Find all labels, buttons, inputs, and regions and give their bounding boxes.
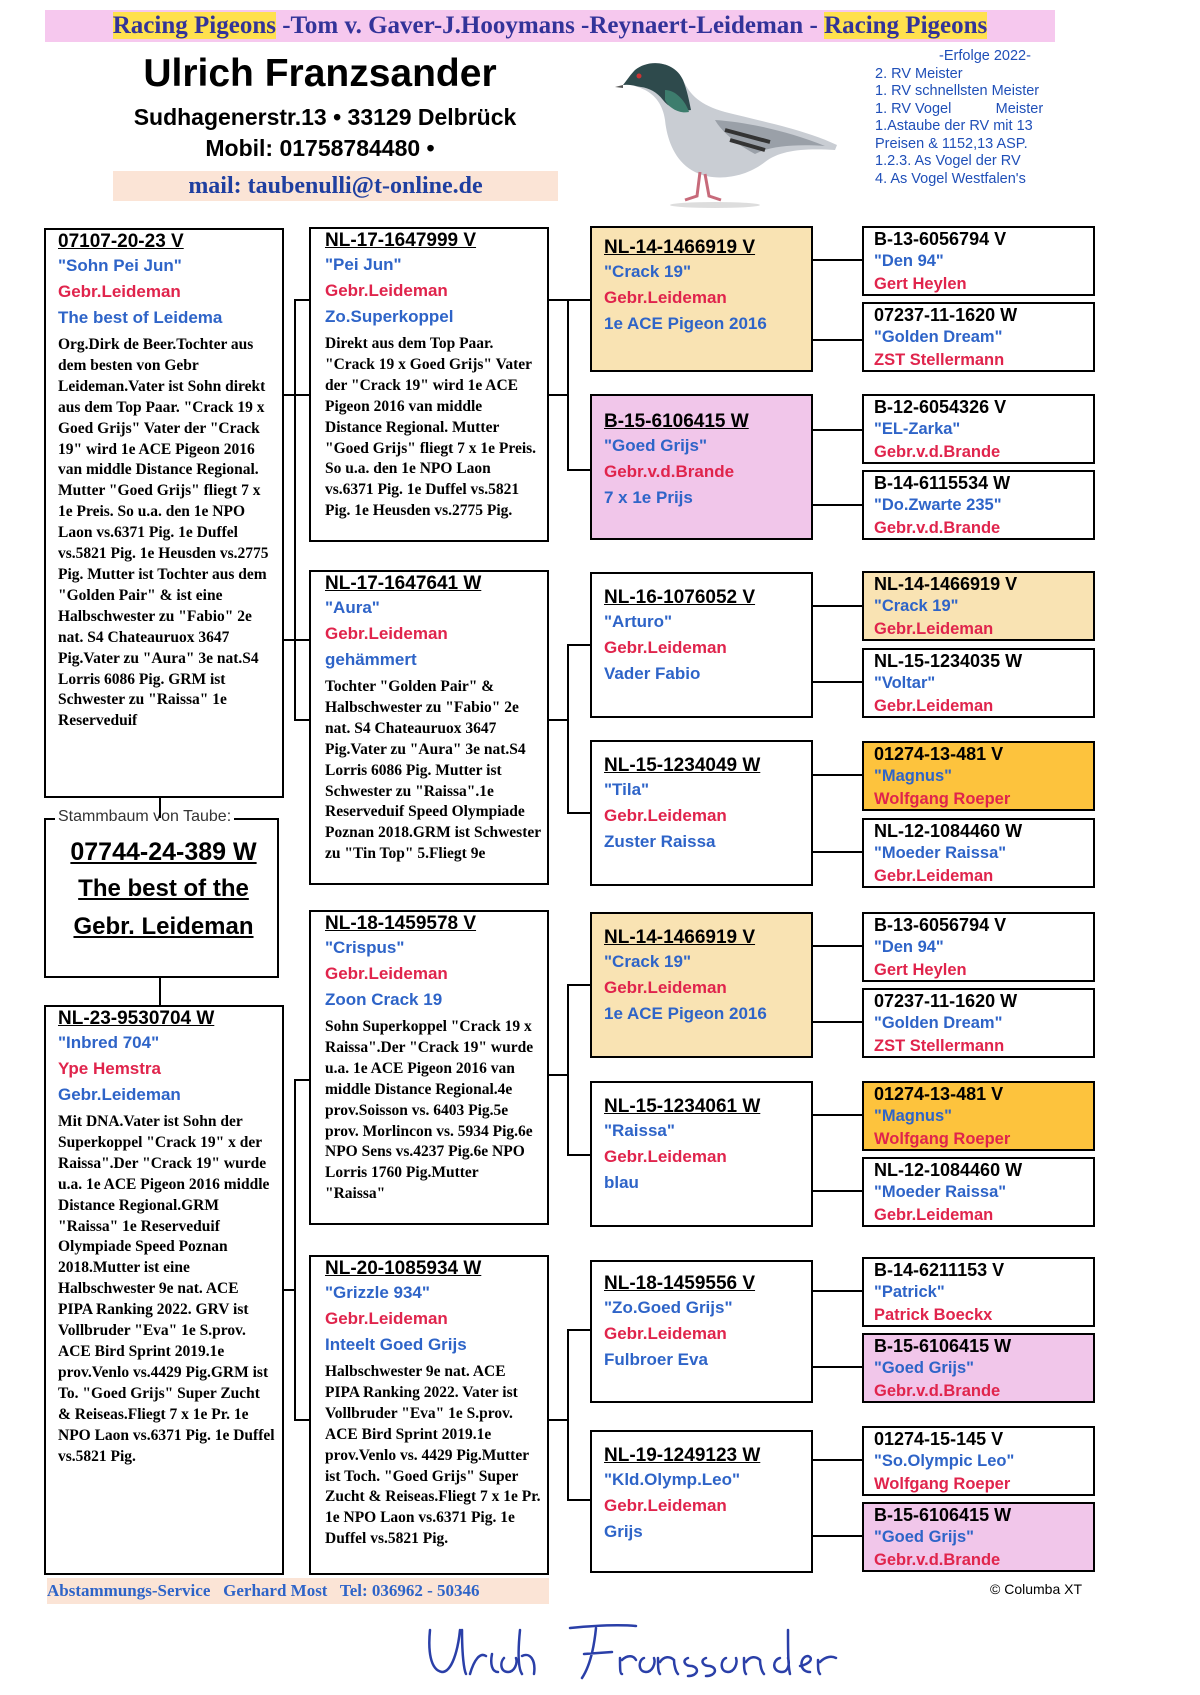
g4-ring: B-13-6056794 V bbox=[874, 229, 1007, 249]
erfolge-line: 2. RV Meister bbox=[875, 65, 963, 82]
gp-note: Zoon Crack 19 bbox=[325, 990, 443, 1009]
g4-ring: 01274-13-481 V bbox=[874, 744, 1004, 764]
g4-breeder: Gebr.v.d.Brande bbox=[874, 1382, 1001, 1400]
ggp-note: Fulbroer Eva bbox=[604, 1350, 708, 1369]
ggp-ring: NL-19-1249123 W bbox=[604, 1445, 761, 1466]
dam-ring: NL-23-9530704 W bbox=[58, 1008, 215, 1029]
ggp-name: "Tila" bbox=[604, 780, 650, 799]
ggp-ring: NL-14-1466919 V bbox=[604, 237, 756, 258]
gp-breeder: Gebr.Leideman bbox=[325, 281, 448, 300]
g4-name: "Voltar" bbox=[874, 674, 936, 692]
erfolge-line: 4. As Vogel Westfalen's bbox=[875, 170, 1026, 187]
sire-breeder: Gebr.Leideman bbox=[58, 282, 181, 301]
g4-name: "Do.Zwarte 235" bbox=[874, 496, 1002, 514]
connector bbox=[813, 430, 862, 505]
g4-breeder: Gebr.v.d.Brande bbox=[874, 519, 1001, 537]
connector bbox=[813, 1460, 862, 1536]
gp-note: Inteelt Goed Grijs bbox=[325, 1335, 467, 1354]
banner-left: Racing Pigeons bbox=[112, 12, 276, 39]
erfolge-line: Preisen & 1152,13 ASP. bbox=[875, 135, 1028, 152]
g4-breeder: Patrick Boeckx bbox=[874, 1306, 993, 1324]
ggp-breeder: Gebr.Leideman bbox=[604, 978, 727, 997]
g4-breeder: Gebr.v.d.Brande bbox=[874, 1551, 1001, 1569]
sire-ring: 07107-20-23 V bbox=[58, 231, 184, 252]
ggp-breeder: Gebr.Leideman bbox=[604, 638, 727, 657]
g4-ring: B-15-6106415 W bbox=[874, 1336, 1012, 1356]
g4-ring: 07237-11-1620 W bbox=[874, 305, 1018, 325]
subject-legend: Stammbaum von Taube: bbox=[55, 808, 234, 826]
ggp-name: "Kld.Olymp.Leo" bbox=[604, 1470, 741, 1489]
connector bbox=[284, 1080, 309, 1420]
g4-name: "Patrick" bbox=[874, 1283, 945, 1301]
subject-ring: 07744-24-389 W bbox=[70, 838, 257, 866]
ggp-ring: NL-15-1234061 W bbox=[604, 1096, 761, 1117]
erfolge-title: -Erfolge 2022- bbox=[939, 48, 1031, 64]
g4-ring: NL-14-1466919 V bbox=[874, 574, 1018, 594]
g4-breeder: ZST Stellermann bbox=[874, 1037, 1005, 1055]
subject-line1: The best of the bbox=[78, 875, 249, 902]
g4-ring: 01274-15-145 V bbox=[874, 1429, 1004, 1449]
gp-name: "Grizzle 934" bbox=[325, 1283, 430, 1302]
g4-ring: NL-12-1084460 W bbox=[874, 1160, 1023, 1180]
connector bbox=[549, 300, 590, 470]
dam-breeder: Ype Hemstra bbox=[58, 1059, 161, 1078]
ggp-ring: NL-15-1234049 W bbox=[604, 755, 761, 776]
gp-name: "Aura" bbox=[325, 598, 380, 617]
g4-name: "Den 94" bbox=[874, 938, 944, 956]
ggp-note: 1e ACE Pigeon 2016 bbox=[604, 314, 767, 333]
gp-description: Halbschwester 9e nat. ACE PIPA Ranking 2022. Vater ist Vollbruder "Eva" 1e S.prov. ACE Bird Sprint 2019.1e prov.Venlo vs. 4429 Pig.Mutter ist Toch. "Goed Grijs" Super Zucht & Reiseas.Fliegt 7 x 1e Pr. 1e NPO Laon vs.6371 Pig. 1e Duffel vs.5821 Pig. bbox=[325, 1363, 541, 1548]
subject-line2: Gebr. Leideman bbox=[73, 913, 254, 940]
sire-description: Org.Dirk de Beer.Tochter aus dem besten von Gebr Leideman.Vater ist Sohn direkt aus dem Top Paar. "Crack 19 x Goed Grijs" Vater der "Crack 19" wird 1e ACE Pigeon 2016 van middle Distance Regional. Mutter "Goed Grijs" fliegt 7 x 1e Preis. So u.a. den 1e NPO Laon vs.6371 Pig. 1e Duffel vs.5821 Pig. 1e Heusden vs.2775 Pig. Mutter ist Tochter aus dem "Golden Pair" & ist eine Halbschwester zu "Fabio" 2e nat. S4 Chateauruox 3647 Pig.Vater zu "Aura" 3e nat.S4 Lorris 6086 Pig. GRM ist Schwester zu "Raissa" 1e Reserveduif bbox=[58, 336, 269, 730]
ggp-name: "Raissa" bbox=[604, 1121, 675, 1140]
g4-ring: NL-12-1084460 W bbox=[874, 821, 1023, 841]
g4-name: "Den 94" bbox=[874, 252, 944, 270]
connector bbox=[813, 1115, 862, 1191]
signature-image bbox=[400, 1600, 860, 1695]
gp-ring: NL-17-1647641 W bbox=[325, 573, 482, 594]
ggp-note: Zuster Raissa bbox=[604, 832, 716, 851]
dam-name: "Inbred 704" bbox=[58, 1033, 160, 1052]
g4-breeder: Wolfgang Roeper bbox=[874, 1475, 1011, 1493]
connector bbox=[813, 606, 862, 682]
gp-ring: NL-17-1647999 V bbox=[325, 230, 477, 251]
breeder-mail: mail: taubenulli@t-online.de bbox=[113, 171, 558, 201]
g4-ring: 07237-11-1620 W bbox=[874, 991, 1018, 1011]
ggp-name: "Goed Grijs" bbox=[604, 436, 708, 455]
connector bbox=[813, 775, 862, 852]
gp-description: Direkt aus dem Top Paar. "Crack 19 x Goed Grijs" Vater der "Crack 19" wird 1e ACE Pigeon 2016 van middle Distance Regional. Mutter "Goed Grijs" fliegt 7 x 1e Preis. So u.a. den 1e NPO Laon vs.6371 Pig. 1e Duffel vs.5821 Pig. 1e Heusden vs.2775 Pig. bbox=[325, 335, 537, 520]
ggp-note: Grijs bbox=[604, 1522, 643, 1541]
connector bbox=[813, 260, 862, 340]
breeder-name: Ulrich Franzsander bbox=[143, 52, 497, 95]
ggp-breeder: Gebr.Leideman bbox=[604, 1496, 727, 1515]
g4-breeder: Gebr.Leideman bbox=[874, 1206, 994, 1224]
ggp-name: "Crack 19" bbox=[604, 952, 692, 971]
ggp-note: Vader Fabio bbox=[604, 664, 701, 683]
gp-note: Zo.Superkoppel bbox=[325, 307, 454, 326]
sire-note: The best of Leidema bbox=[58, 308, 223, 327]
footer-service: Abstammungs-Service Gerhard Most Tel: 036962 - 50346 bbox=[47, 1578, 549, 1604]
g4-ring: B-12-6054326 V bbox=[874, 397, 1007, 417]
gp-breeder: Gebr.Leideman bbox=[325, 964, 448, 983]
g4-ring: NL-15-1234035 W bbox=[874, 651, 1023, 671]
gp-ring: NL-20-1085934 W bbox=[325, 1258, 482, 1279]
g4-ring: B-14-6115534 W bbox=[874, 473, 1011, 493]
ggp-ring: B-15-6106415 W bbox=[604, 411, 749, 432]
gp-breeder: Gebr.Leideman bbox=[325, 1309, 448, 1328]
erfolge-line: 1.Astaube der RV mit 13 bbox=[875, 118, 1033, 134]
erfolge-line: 1. RV Vogel Meister bbox=[875, 100, 1044, 117]
ggp-note: 1e ACE Pigeon 2016 bbox=[604, 1004, 767, 1023]
g4-name: "Magnus" bbox=[874, 767, 952, 785]
sire-name: "Sohn Pei Jun" bbox=[58, 256, 182, 275]
banner-middle: -Tom v. Gaver-J.Hooymans -Reynaert-Leideman - bbox=[275, 12, 825, 39]
g4-name: "Magnus" bbox=[874, 1107, 952, 1125]
g4-breeder: ZST Stellermann bbox=[874, 351, 1005, 369]
ggp-name: "Arturo" bbox=[604, 612, 673, 631]
g4-breeder: Gebr.v.d.Brande bbox=[874, 443, 1001, 461]
ggp-note: blau bbox=[604, 1173, 639, 1192]
g4-name: "EL-Zarka" bbox=[874, 420, 961, 438]
g4-breeder: Gebr.Leideman bbox=[874, 620, 994, 638]
ggp-ring: NL-18-1459556 V bbox=[604, 1273, 756, 1294]
gp-description: Tochter "Golden Pair" & Halbschwester zu "Fabio" 2e nat. S4 Chateauruox 3647 Pig.Vater zu "Aura" 3e nat.S4 Lorris 6086 Pig. Mutter ist Schwester zu "Raissa".1e Reserveduif Speed Olympiade Poznan 2018.GRM ist Schwester zu "Tin Top" 5.Fliegt 9e bbox=[325, 678, 541, 863]
g4-breeder: Gert Heylen bbox=[874, 961, 967, 979]
banner-right: Racing Pigeons bbox=[824, 12, 988, 39]
g4-ring: B-15-6106415 W bbox=[874, 1505, 1012, 1525]
g4-ring: 01274-13-481 V bbox=[874, 1084, 1004, 1104]
g4-name: "Moeder Raissa" bbox=[874, 844, 1007, 862]
ggp-ring: NL-16-1076052 V bbox=[604, 587, 756, 608]
gp-description: Sohn Superkoppel "Crack 19 x Raissa".Der "Crack 19" wurde u.a. 1e ACE Pigeon 2016 van middle Distance Regional.4e prov.Soisson vs. 6403 Pig.5e prov. Morlincon vs. 5934 Pig.6e NPO Sens vs.4237 Pig.6e NPO Lorris 1760 Pig.Mutter "Raissa" bbox=[325, 1018, 534, 1203]
g4-name: "Goed Grijs" bbox=[874, 1359, 974, 1377]
ggp-breeder: Gebr.Leideman bbox=[604, 806, 727, 825]
g4-breeder: Gert Heylen bbox=[874, 275, 967, 293]
erfolge-line: 1. RV schnellsten Meister bbox=[875, 83, 1040, 99]
g4-ring: B-14-6211153 V bbox=[874, 1260, 1005, 1280]
breeder-address: Sudhagenerstr.13 • 33129 Delbrück bbox=[133, 104, 517, 130]
breeder-phone: Mobil: 01758784480 • bbox=[205, 135, 435, 161]
g4-name: "Moeder Raissa" bbox=[874, 1183, 1007, 1201]
gp-breeder: Gebr.Leideman bbox=[325, 624, 448, 643]
erfolge-line: 1.2.3. As Vogel der RV bbox=[875, 153, 1021, 169]
connector bbox=[549, 985, 590, 1155]
connector bbox=[284, 300, 309, 720]
ggp-note: 7 x 1e Prijs bbox=[604, 488, 693, 507]
gp-ring: NL-18-1459578 V bbox=[325, 913, 477, 934]
g4-name: "Crack 19" bbox=[874, 597, 959, 615]
ggp-breeder: Gebr.Leideman bbox=[604, 1147, 727, 1166]
ggp-name: "Zo.Goed Grijs" bbox=[604, 1298, 733, 1317]
dam-note: Gebr.Leideman bbox=[58, 1085, 181, 1104]
ggp-ring: NL-14-1466919 V bbox=[604, 927, 756, 948]
ggp-breeder: Gebr.v.d.Brande bbox=[604, 462, 735, 481]
ggp-breeder: Gebr.Leideman bbox=[604, 288, 727, 307]
g4-name: "Goed Grijs" bbox=[874, 1528, 974, 1546]
ggp-breeder: Gebr.Leideman bbox=[604, 1324, 727, 1343]
g4-name: "Golden Dream" bbox=[874, 328, 1003, 346]
g4-name: "Golden Dream" bbox=[874, 1014, 1003, 1032]
gp-note: gehämmert bbox=[325, 650, 417, 669]
connector bbox=[813, 1291, 862, 1367]
ggp-name: "Crack 19" bbox=[604, 262, 692, 281]
connector bbox=[549, 1330, 590, 1500]
gp-name: "Crispus" bbox=[325, 938, 405, 957]
connector bbox=[549, 645, 590, 813]
g4-breeder: Wolfgang Roeper bbox=[874, 1130, 1011, 1148]
g4-name: "So.Olympic Leo" bbox=[874, 1452, 1015, 1470]
g4-breeder: Gebr.Leideman bbox=[874, 867, 994, 885]
g4-breeder: Wolfgang Roeper bbox=[874, 790, 1011, 808]
footer-copyright: © Columba XT bbox=[990, 1581, 1083, 1597]
g4-ring: B-13-6056794 V bbox=[874, 915, 1007, 935]
gp-name: "Pei Jun" bbox=[325, 255, 402, 274]
g4-breeder: Gebr.Leideman bbox=[874, 697, 994, 715]
dam-description: Mit DNA.Vater ist Sohn der Superkoppel "Crack 19" x der Raissa".Der "Crack 19" wurde u.a. 1e ACE Pigeon 2016 middle Distance Regional.GRM "Raissa" 1e Reserveduif Olympiade Speed Poznan 2018.Mutter ist eine Halbschwester 9e nat. ACE PIPA Ranking 2022. GRV ist Vollbruder "Eva" 1e S.prov. ACE Bird Sprint 2019.1e prov.Venlo vs.4429 Pig.GRM ist To. "Goed Grijs" Super Zucht & Reiseas.Fliegt 7 x 1e Pr. 1e NPO Laon vs.6371 Pig. 1e Duffel vs.5821 Pig. bbox=[58, 1113, 275, 1465]
connector bbox=[813, 946, 862, 1022]
